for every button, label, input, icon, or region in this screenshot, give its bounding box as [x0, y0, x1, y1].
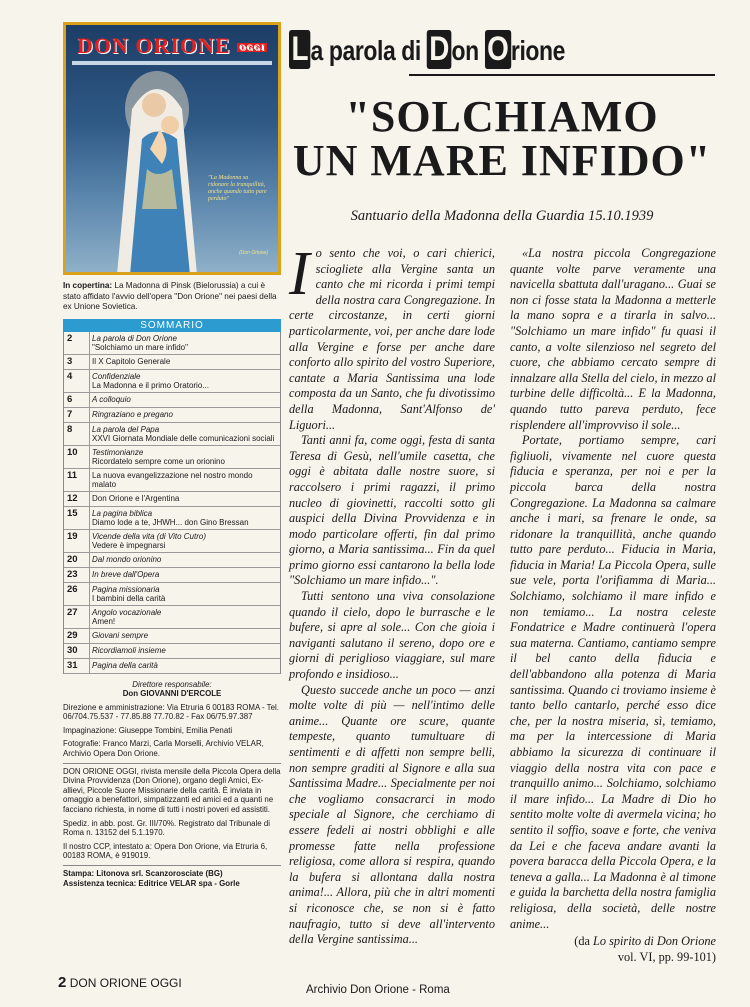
toc-row [64, 629, 280, 644]
toc-page-number: 30 [67, 644, 78, 656]
toc-subtitle: Vedere è impegnarsi [92, 541, 166, 550]
toc-title: Testimonianze [92, 447, 144, 457]
print-credit: Stampa: Litonova srl. Scanzorosciate (BG) [63, 869, 223, 878]
madonna-illustration [102, 69, 212, 275]
director-label: Direttore responsabile: [132, 679, 212, 689]
toc-row [64, 332, 280, 355]
toc-page-number: 6 [67, 393, 73, 405]
page-number: 2 [58, 974, 67, 991]
tech-credit: Assistenza tecnica: Editrice VELAR spa - Gorle [63, 878, 240, 888]
cover-quote-author: (Don Orione) [239, 250, 268, 256]
toc-row [64, 408, 280, 423]
toc-page-number: 29 [67, 629, 78, 641]
toc-row [64, 370, 280, 393]
left-column [63, 22, 281, 888]
toc-subtitle: Il X Capitolo Generale [92, 356, 171, 366]
toc-title: Dal mondo orionino [92, 554, 162, 564]
toc-title: La parola del Papa [92, 424, 160, 434]
article-column-2 [510, 246, 716, 965]
toc-subtitle: Diamo lode a te, JHWH... don Gino Bressan [92, 518, 249, 527]
administration-info: Direzione e amministrazione: Via Etruria 6 00183 ROMA - Tel. 06/704.75.537 - 77.85.88 77.70.82 - Fax 06/75.97.387 [63, 702, 279, 722]
toc-page-number: 19 [67, 530, 78, 542]
footer-magazine: DON ORIONE OGGI [69, 976, 182, 990]
toc-page-number: 12 [67, 492, 78, 504]
article-subtitle: Santuario della Madonna della Guardia 15.10.1939 [350, 208, 654, 224]
article-headline: "SOLCHIAMO UN MARE INFIDO" [292, 92, 712, 185]
drop-cap: I [289, 240, 310, 308]
toc-subtitle: I bambini della carità [92, 594, 166, 603]
section-rubric: La parola di Don Orione [289, 28, 715, 84]
toc-page-number: 26 [67, 583, 78, 595]
caption-text: La Madonna di Pinsk (Bielorussia) a cui è stato affidato l'avvio dell'opera "Don Orione" nei paesi della ex Unione Sovietica. [63, 281, 277, 311]
cover-caption [63, 281, 281, 313]
cover-quote: "La Madonna sa ridonare la tranquillità, anche quando tutto pare perduto" [208, 175, 267, 202]
toc-page-number: 8 [67, 423, 73, 435]
article-column-1 [289, 240, 495, 948]
cover-image [63, 22, 281, 275]
cover-title: DON ORIONE OGGI [77, 33, 265, 58]
paragraph: Portate, portiamo sempre, cari figliuoli, vivamente nel cuore questa fiducia e speranza, per noi e per la piccola barca della nostra Congregazione. La Madonna sa calmare anche i mari, sa frenare le onde, sa ridonare la tranquillità, anche quando tutto pare perduto... Fiducia in Maria, fiducia in Maria! La Piccola Opera, sulle sue vele, porta l'orifiamma di Maria... Solchiamo, solchiamo il mare infido e non temiamo... La nostra celeste Fondatrice e Madre continuerà l'opera sua materna. Cantiamo, cantiamo sempre il bel canto della fiducia e dell'abbandono alla potenza di Maria santissima. Quando ci troviamo insieme è tanto bello cantarlo, perché esso dice che, per la nostra miseria, sì, temiamo, ma per la intercessione di Maria abbiamo la sicurezza di continuare il viaggio della nostra vita con pace e tranquillo animo... Solchiamo, solchiamo il mare infido... La Madre di Dio ho sentito molte volte di avermela vicina; ho sentito il soffio, soave e forte, che veniva da Lei e che faceva andare avanti la povera baracca della Piccola Opera, e la teneva a galla... La Madonna è al timone e guida la barchetta della nostra famiglia religiosa, della società, delle nostre anime... [510, 433, 716, 931]
toc-title: Pagina missionaria [92, 584, 160, 594]
toc-row [64, 568, 280, 583]
toc-page-number: 2 [67, 332, 73, 344]
toc-title: Pagina della carità [92, 660, 158, 670]
sommario-heading: SOMMARIO [63, 319, 281, 332]
caption-label: In copertina: [63, 281, 113, 290]
toc-subtitle: Ricordatelo sempre come un orionino [92, 457, 225, 466]
toc-page-number: 4 [67, 370, 73, 382]
toc-row [64, 530, 280, 553]
director-name: Don GIOVANNI D'ERCOLE [122, 689, 222, 699]
toc-title: Giovani sempre [92, 630, 149, 640]
toc-row [64, 644, 280, 659]
archive-label: Archivio Don Orione - Roma [306, 984, 450, 996]
toc-subtitle: Don Orione e l'Argentina [92, 493, 180, 503]
toc-subtitle: La Madonna e il primo Oratorio... [92, 381, 209, 390]
toc-title: Ricordiamoli insieme [92, 645, 166, 655]
toc-page-number: 27 [67, 606, 78, 618]
paragraph: Io sento che voi, o cari chierici, sciogliete alla Vergine santa un canto che mi ricorda i primi tempi della nostra cara Congregazione. In certe circostanze, in certi giorni particolarmente, voi, per anche dare lode alla Vergine e forse per anche dare conforto allo spirito del vostro Superiore, cantate a Maria Santissima una lode composta da un Santo, che fu divotissimo della Madonna, Sant'Alfonso de' Liguori... [289, 240, 495, 432]
toc-row [64, 355, 280, 370]
toc-title: Angolo vocazionale [92, 607, 162, 617]
credits [63, 680, 281, 889]
toc-title: Confidenziale [92, 371, 141, 381]
toc-title: A colloquio [92, 394, 131, 404]
shipping-info: Spediz. in abb. post. Gr. III/70%. Registrato dal Tribunale di Roma n. 13152 del 5.1.1970. [63, 818, 271, 838]
paragraph: Questo succede anche un poco — anzi molte volte di più — nell'intimo delle anime... Quante ore scure, quante tempeste, quanto tumultuare di sentimenti e di affetti non sempre belli, non sempre graditi al Signore e alla sua Santissima Madre... Specialmente per noi che vogliamo consacrarci in modo speciale al Signore, che cerchiamo di essere fedeli ai nostri obblighi e alle promesse fatte nella professione religiosa, come allora si respira, quando la bufera si allontana dalla nostra anima!... Allora, più che in altri momenti si riconosce che, se non si è fatto naufragio, tutto si deve all'intervento della Vergine santissima... [289, 682, 495, 947]
toc-subtitle: La nuova evangelizzazione nel nostro mondo malato [92, 470, 253, 489]
toc-page-number: 31 [67, 659, 78, 671]
toc-row [64, 469, 280, 492]
ccp-info: Il nostro CCP, intestato a: Opera Don Orione, via Etruria 6, 00183 ROMA, è 919019. [63, 841, 268, 861]
toc-row [64, 606, 280, 629]
toc-title: In breve dall'Opera [92, 569, 160, 579]
toc-page-number: 23 [67, 568, 78, 580]
toc-title: La parola di Don Orione [92, 333, 177, 343]
paragraph: «La nostra piccola Congregazione quante volte parve veramente una navicella sbattuta dall'uragano... Guai se non ci fosse stata la Madonna a metterle la mano sopra e a tirarla in salvo... "Solchiamo un mare infido" fu quasi il canto, a volte silenzioso nel segreto del cuore, che abbiamo cercato sempre di innalzare alla Stella del cielo, in mezzo al turbine delle difficoltà... E la Madonna, quando tutto pareva perduto, fece risplendere all'improvviso il sole... [510, 246, 716, 432]
toc-row [64, 553, 280, 568]
photo-credit: Fotografie: Franco Marzi, Carla Morselli, Archivio VELAR, Archivio Opera Don Orione. [63, 739, 264, 759]
toc-page-number: 10 [67, 446, 78, 458]
toc-page-number: 11 [67, 469, 78, 481]
toc-page-number: 20 [67, 553, 78, 565]
toc-row [64, 507, 280, 530]
page-footer [58, 974, 182, 991]
toc-title: Ringraziano e pregano [92, 409, 173, 419]
table-of-contents [63, 332, 281, 674]
toc-page-number: 3 [67, 355, 73, 367]
toc-row [64, 393, 280, 408]
toc-row [64, 583, 280, 606]
toc-row [64, 446, 280, 469]
cover-strip [72, 61, 272, 65]
toc-subtitle: "Solchiamo un mare infido" [92, 343, 188, 352]
toc-subtitle: Amen! [92, 617, 116, 626]
cover-title-badge: OGGI [239, 43, 265, 53]
article-source: (da Lo spirito di Don Orione vol. VI, pp. 99-101) [574, 934, 716, 964]
toc-title: La pagina biblica [92, 508, 153, 518]
toc-subtitle: XXVI Giornata Mondiale delle comunicazioni sociali [92, 434, 275, 443]
magazine-about: DON ORIONE OGGI, rivista mensile della Piccola Opera della Divina Provvidenza (Don Orione), organo degli Amici, Ex-allievi, Piccole Suore Missionarie della carità. È inviata in omaggio a benefattori, simpatizzanti ed amici ed a quanti ne facciano richiesta, in nome di tutti i nostri poveri ed assistiti. [63, 766, 281, 815]
toc-row [64, 659, 280, 674]
layout-credit: Impaginazione: Giuseppe Tombini, Emilia Penati [63, 725, 233, 735]
toc-page-number: 7 [67, 408, 73, 420]
toc-row [64, 423, 280, 446]
paragraph: Tanti anni fa, come oggi, festa di santa Teresa di Gesù, nell'umile casetta, che oggi è abitata dalle nostre suore, si raccolsero i primi ragazzi, il primo nucleo di giovinetti, raccolti sotto gli auspici della Divina Provvidenza e in modo particolare offerti, fin dal primo giorno, a Maria santissima... Fin da quel primo giorno essi cantarono la bella lode "Solchiamo un mare infido...". [289, 433, 495, 588]
paragraph: Tutti sentono una viva consolazione quando il cielo, dopo le burrasche e le bufere, si apre al sole... Con che gioia i naviganti salutano il sereno, dopo ore e giorni di periglioso viaggiare, sul mare profondo e insidioso... [289, 589, 495, 682]
toc-row [64, 492, 280, 507]
toc-title: Vicende della vita (di Vito Cutro) [92, 531, 206, 541]
toc-page-number: 15 [67, 507, 78, 519]
